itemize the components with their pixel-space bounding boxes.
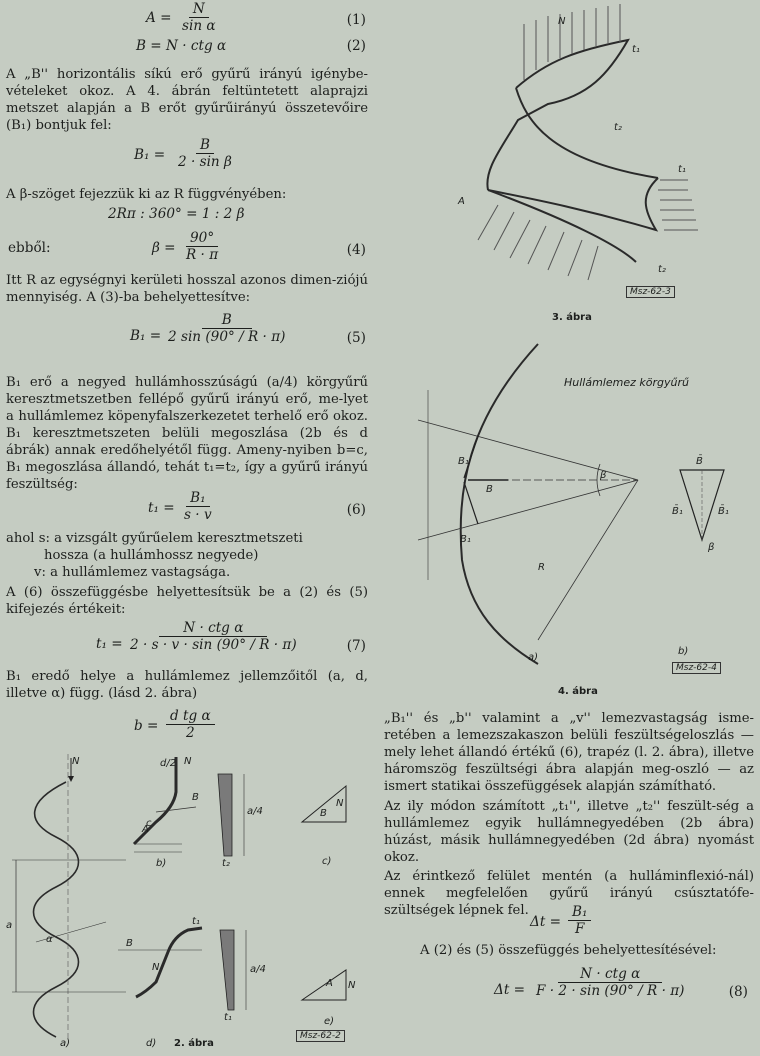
paragraph-4: B₁ erő a negyed hullámhosszúságú (a/4) körgyűrű keresztmetszetben fellépő gyűrű irányú erő, me-lyet a hullámlemez köpenyfalszerkezetet terhelő erő okoz. B₁ keresztmetszeten belüli megoszlása (2b és d ábrák) annak eredőhelyétől függ. Ameny-nyiben b=c, B₁ megoszlása állandó, tehát t₁=t₂, így a gyűrű irányú feszültség: [6,375,368,492]
right-paragraph-3: Az érintkező felület mentén (a hulláminflexió-nál) ennek megfelelően gyűrű irányú csúsztatófe-szültségek lépnek fel. [384,869,754,918]
fig3-right-outline [488,178,658,230]
fig4-label-bbar: B̄ [696,456,703,467]
fig2-label-t1-d: t₁ [192,916,200,927]
eq8-number: (8) [728,984,748,1000]
figure-3-drawing [388,0,754,310]
fig2-label-c: c [146,818,152,829]
eq7-number: (7) [346,638,366,654]
eq2-number: (2) [346,38,366,54]
eqdt-den: F [575,921,585,937]
figure-3 [388,0,754,330]
force-triangle-bottom [302,970,346,1000]
fig3-caption: 3. ábra [552,312,592,323]
fig2-label-d2: d/2 [160,758,177,769]
wave-profile [34,782,79,1037]
eq7-lhs: t₁ = [96,636,123,652]
eq5-num: B [202,312,252,329]
paragraph-2: A β-szöget fejezzük ki az R függvényében: [6,187,287,202]
radius-r [538,480,638,640]
ring-arc [461,344,538,664]
fig3-label-a: A [458,196,465,207]
equation-1 [6,0,372,36]
eq4-lhs: β = [152,240,176,256]
definition-s-cont: hossza (a hullámhossz negyede) [44,548,259,563]
fig3-top-outline [487,40,628,190]
fig2-label-n-d: N [152,962,160,973]
fig2-label-a: a [6,920,13,931]
eq8-lhs: Δt = [494,982,525,998]
fig3-bottom-outline [488,190,636,262]
stress-trapezoid-bottom [220,930,234,1010]
eq5-fraction [164,312,289,345]
fig3-label-n: N [558,16,566,27]
definition-s: ahol s: a vizsgált gyűrűelem keresztmetszeti [6,531,303,546]
eq6-num: B₁ [186,490,209,507]
fig2-label-alpha: α [46,934,53,945]
eq1-num: N [189,1,209,18]
equation-b [6,708,372,746]
paragraph-6: B₁ eredő helye a hullámlemez jellemzőitől (a, d, illetve α) függ. (lásd 2. ábra) [6,669,368,701]
eq3-lhs: B₁ = [134,147,166,163]
equation-5 [6,310,372,366]
ebbol-label: ebből: [8,240,51,256]
fig3-label-t1-right: t₁ [678,164,686,175]
equation-8 [384,964,754,1020]
fig2-sub-a: a) [60,1038,71,1049]
eq4-fraction [182,230,222,263]
fig3-load-arrows-bottom [478,205,598,280]
eq3-fraction [174,137,236,170]
fig2-label-t1: t₁ [224,1012,232,1023]
eq6-lhs: t₁ = [148,500,175,516]
fig4-caption: 4. ábra [558,686,598,697]
figure-4 [388,340,754,702]
eq7-fraction [126,620,301,653]
fig2-stamp: Msz-62-2 [296,1030,345,1042]
figure-4-drawing [388,340,754,670]
fig2-label-a4-bottom: a/4 [250,964,266,975]
profile-d [136,928,202,997]
fig2-label-a-force: A [142,824,149,835]
fig3-load-arrows-top [524,4,620,80]
eq5-den: 2 sin (90° / R · π) [168,329,286,345]
eq6-number: (6) [346,502,366,518]
fig4-sub-b: b) [678,646,689,657]
fig2-label-b-d: B [126,938,133,949]
eq8-num: N · ctg α [558,966,662,983]
eq4-den: R · π [186,247,219,263]
definition-v: v: a hullámlemez vastagsága. [34,565,231,580]
equation-2 [6,38,372,58]
fig2-sub-d: d) [146,1038,157,1049]
eq7-num: N · ctg α [159,620,267,637]
eq7-den: 2 · s · v · sin (90° / R · π) [130,637,297,653]
right-paragraph-2: Az ily módon számított „t₁'', illetve „t₂'' feszült-ség a hullámlemez egyik hullámnegyedében (2b ábra) húzást, másik hullámnegyedében (2d ábra) nyomást okoz. [384,799,754,865]
fig2-label-n: N [72,756,80,767]
force-triangle [680,470,724,540]
fig2-sub-e: e) [324,1016,335,1027]
fig2-sub-c: c) [322,856,332,867]
fig4-label-b1-top: B₁ [458,456,469,467]
fig3-fold-line [516,88,658,178]
eq4-num: 90° [186,230,218,247]
equation-4 [6,228,372,266]
fig4-label-b1-bottom: B₁ [460,534,471,545]
eqdt-lhs: Δt = [530,914,561,930]
eq1-number: (1) [346,12,366,28]
force-b [156,807,196,812]
eq6-den: s · v [184,507,212,523]
fig2-label-n-e: N [336,798,344,809]
eq6-fraction [180,490,216,523]
fig4-label-b1bar-right: B̄₁ [718,506,729,517]
paragraph-1: A „B'' horizontális síkú erő gyűrű irányú igénybe-vételeket okoz. A 4. ábrán feltüntetett alaprajzi metszet alapján a B erőt gyűrűirányú összetevőire (B₁) bontjuk fel: [6,67,368,133]
n-arrow-head-a [68,776,74,782]
equation-dt [384,904,754,940]
fig3-stamp: Msz-62-3 [626,286,675,298]
fig4-sub-a: a) [528,652,539,663]
eq1-den: sin α [182,18,216,34]
paragraph-5: A (6) összefüggésbe helyettesítsük be a (2) és (5) kifejezés értékeit: [6,585,368,617]
fig2-label-b-e: B [320,808,327,819]
fig4-stamp: Msz-62-4 [672,662,721,674]
right-paragraph-4: A (2) és (5) összefüggés behelyettesítésével: [420,943,717,958]
fig2-label-n-e2: N [348,980,356,991]
fig3-load-arrows-right [658,180,698,230]
fig3-label-t2-top: t₂ [614,122,622,133]
fig4-label-beta: β [600,470,607,481]
fig2-sub-b: b) [156,858,167,869]
figure-2 [6,752,372,1052]
eqb-fraction [166,708,215,741]
eq1-lhs: A = [146,10,172,26]
fig3-label-t1-top: t₁ [632,44,640,55]
fig2-label-a-e: A [326,978,333,989]
eq4-number: (4) [346,242,366,258]
eqb-lhs: b = [134,718,159,734]
fig4-title: Hullámlemez körgyűrű [564,376,689,389]
fig4-label-beta-tri: β [708,542,715,553]
figure-2-drawing [6,752,372,1052]
equation-7 [6,618,372,674]
equation-ratio [6,206,372,226]
fig4-label-r: R [538,562,545,573]
eq1-fraction [178,1,220,34]
eqdt-fraction [568,904,591,937]
eq-ratio-text: 2Rπ : 360° = 1 : 2 β [108,206,245,222]
fig4-label-b: B [486,484,493,495]
eq8-fraction [532,966,688,999]
eqb-num: d tg α [166,708,215,725]
eq3-num: B [196,137,214,154]
eq2-text: B = N · ctg α [136,38,227,54]
force-b1-bottom [464,482,478,524]
equation-6 [6,490,372,528]
fig2-label-b-force: B [192,792,199,803]
stress-trapezoid-top [218,774,232,856]
radius-bottom [418,480,638,540]
eqdt-num: B₁ [568,904,591,921]
fig3-label-t2-bottom: t₂ [658,264,666,275]
profile-b [134,757,176,844]
fig2-label-n-b: N [184,756,192,767]
eq8-den: F · 2 · sin (90° / R · π) [536,983,685,999]
fig4-label-b1bar-left: B̄₁ [672,506,683,517]
fig2-caption: 2. ábra [174,1038,214,1049]
eq5-lhs: B₁ = [130,328,162,344]
paragraph-3: Itt R az egységnyi kerületi hosszal azonos dimen-ziójú mennyiség. A (3)-ba behelyettesítve: [6,273,368,305]
eq3-den: 2 · sin β [178,154,232,170]
fig2-label-a4-top: a/4 [247,806,263,817]
right-paragraph-1: „B₁'' és „b'' valamint a „v'' lemezvastagság isme-retében a lemezszakaszon belüli feszültségeloszlás — mely lehet állandó értékű (6), trapéz (l. 2. ábra), illetve háromszög feszültségi ábra alapján meg-oszló — az ismert statikai összefüggések alapján számítható. [384,711,754,794]
eq5-number: (5) [346,330,366,346]
equation-3 [6,136,372,172]
fig2-label-t2: t₂ [222,858,230,869]
eqb-den: 2 [186,725,195,741]
